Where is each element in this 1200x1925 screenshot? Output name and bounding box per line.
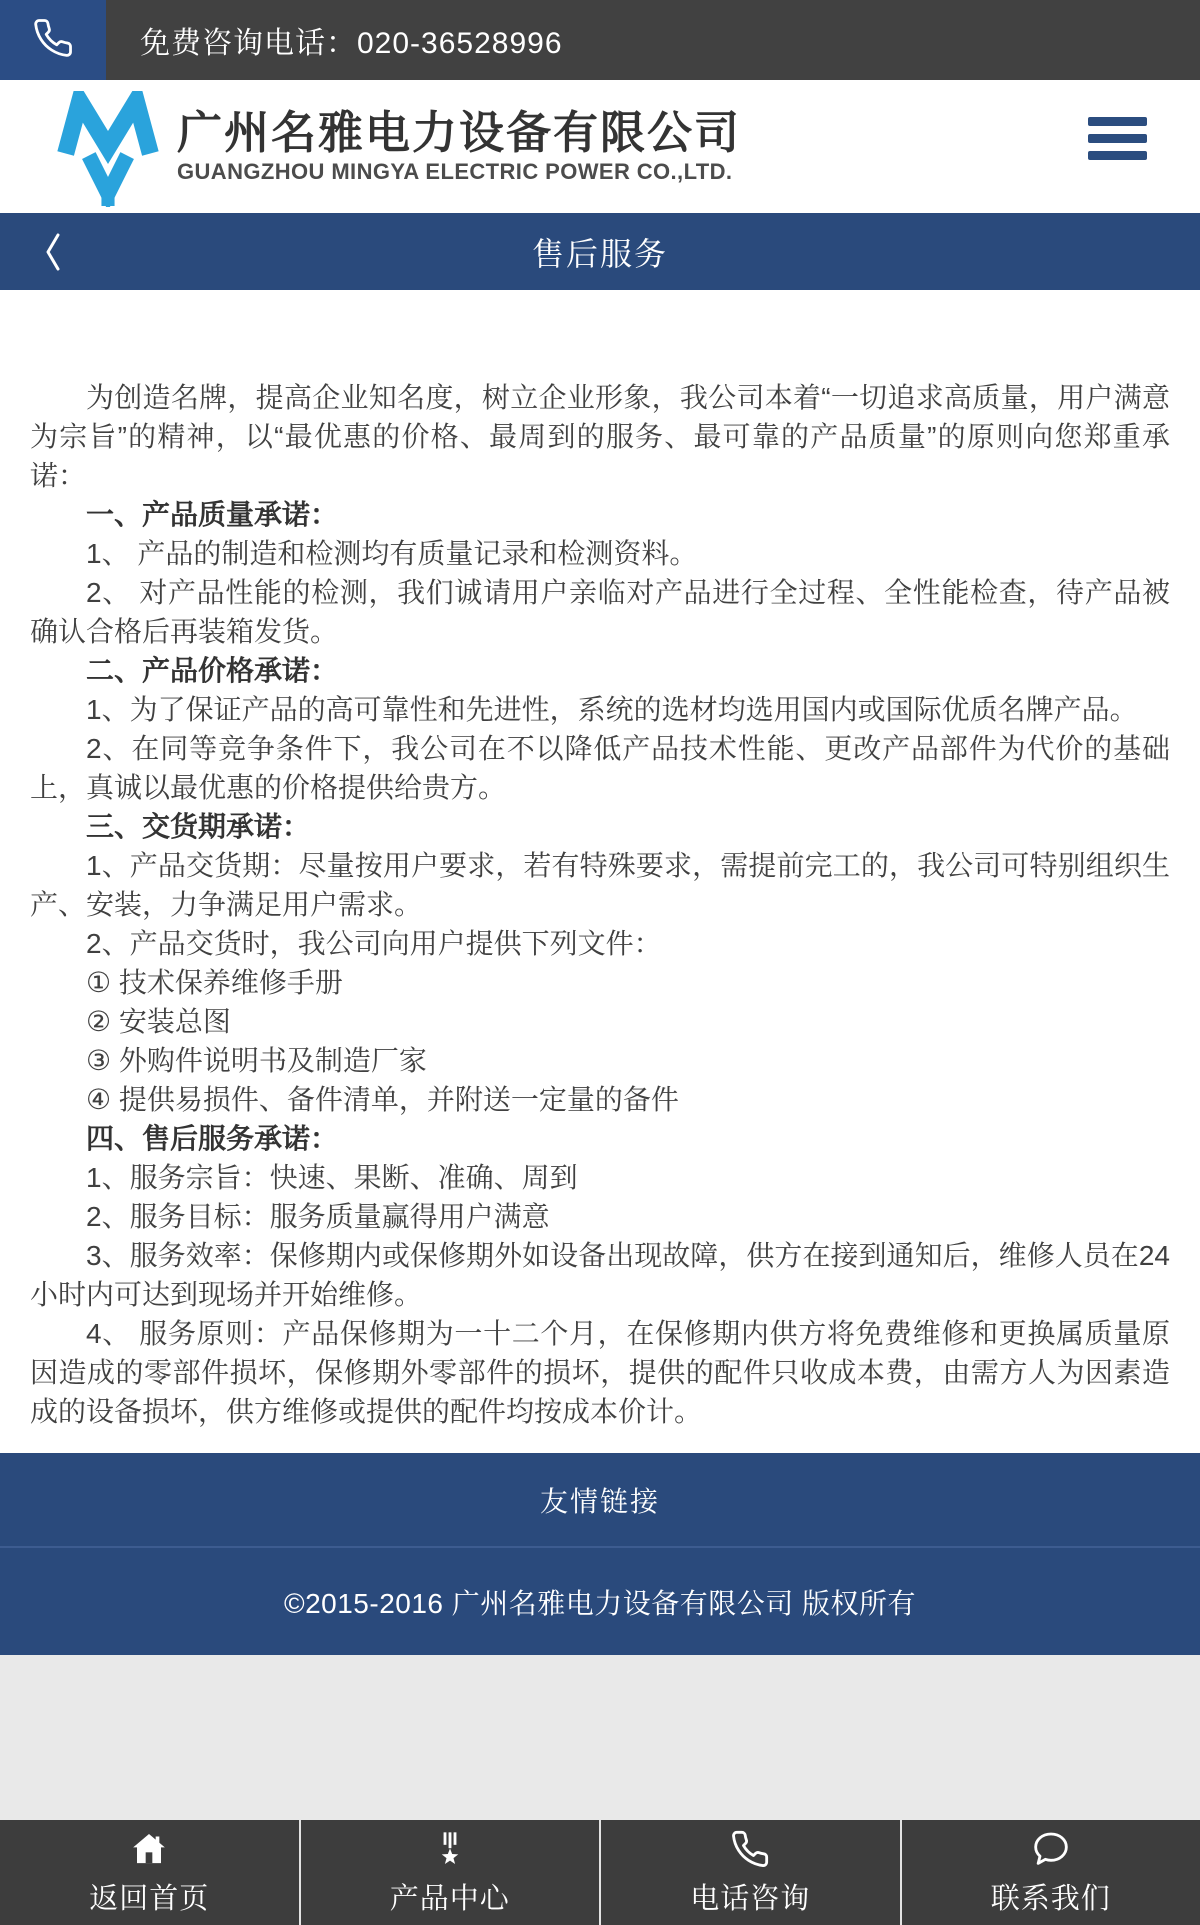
- content-paragraph: 3、服务效率：保修期内或保修期外如设备出现故障，供方在接到通知后，维修人员在24小时内可达到现场并开始维修。: [30, 1240, 1170, 1310]
- article-content: [0, 290, 1200, 1453]
- friendly-links-bar: [0, 1453, 1200, 1548]
- content-paragraph: ④ 提供易损件、备件清单，并附送一定量的备件: [86, 1084, 679, 1115]
- products-icon: [430, 1829, 470, 1869]
- footer-spacer: [0, 1655, 1200, 1820]
- nav-item-home[interactable]: [0, 1820, 299, 1925]
- phone-icon: [32, 17, 74, 64]
- content-paragraph: 二、产品价格承诺：: [86, 655, 339, 686]
- back-button[interactable]: [42, 231, 64, 273]
- content-paragraph: 2、产品交货时，我公司向用户提供下列文件：: [86, 928, 662, 959]
- friendly-links-title: 友情链接: [539, 1485, 660, 1517]
- phone-call-button[interactable]: [0, 0, 106, 80]
- content-paragraph: 四、售后服务承诺：: [86, 1123, 339, 1154]
- company-name-cn: 广州名雅电力设备有限公司: [177, 107, 742, 158]
- content-paragraph: 为创造名牌，提高企业知名度，树立企业形象，我公司本着“一切追求高质量，用户满意为宗旨”的精神，以“最优惠的价格、最周到的服务、最可靠的产品质量”的原则向您郑重承诺：: [30, 382, 1170, 491]
- content-paragraph: 1、为了保证产品的高可靠性和先进性，系统的选材均选用国内或国际优质名牌产品。: [86, 694, 1138, 725]
- nav-label-products: 产品中心: [389, 1882, 510, 1915]
- content-paragraph: 1、服务宗旨：快速、果断、准确、周到: [86, 1162, 578, 1193]
- content-paragraph: 1、产品交货期：尽量按用户要求，若有特殊要求，需提前完工的，我公司可特别组织生产、安装，力争满足用户需求。: [30, 850, 1170, 920]
- free-consult-phone-text[interactable]: 免费咨询电话：020-36528996: [140, 27, 563, 60]
- hamburger-bar: [1088, 117, 1147, 126]
- bottom-nav: [0, 1820, 1200, 1925]
- nav-label-contact: 联系我们: [990, 1882, 1111, 1915]
- content-paragraph: 2、在同等竞争条件下，我公司在不以降低产品技术性能、更改产品部件为代价的基础上，真诚以最优惠的价格提供给贵方。: [30, 733, 1170, 803]
- company-logo-icon: [55, 91, 161, 207]
- nav-item-contact[interactable]: [900, 1820, 1200, 1925]
- hamburger-bar: [1088, 151, 1147, 160]
- content-paragraph: ③ 外购件说明书及制造厂家: [86, 1045, 427, 1076]
- company-name-en: GUANGZHOU MINGYA ELECTRIC POWER CO.,LTD.: [177, 159, 733, 184]
- content-paragraph: 一、产品质量承诺：: [86, 499, 339, 530]
- nav-item-products[interactable]: [299, 1820, 600, 1925]
- content-paragraph: 1、 产品的制造和检测均有质量记录和检测资料。: [86, 538, 698, 569]
- contact-icon: [1031, 1829, 1071, 1869]
- hamburger-bar: [1088, 134, 1147, 143]
- top-phone-bar: [0, 0, 1200, 80]
- page-title-bar: [0, 213, 1200, 290]
- content-paragraph: 三、交货期承诺：: [86, 811, 311, 842]
- phone-icon: [730, 1829, 770, 1869]
- content-paragraph: ② 安装总图: [86, 1006, 231, 1037]
- copyright-bar: [0, 1548, 1200, 1655]
- content-paragraph: ① 技术保养维修手册: [86, 967, 343, 998]
- menu-hamburger-icon[interactable]: [1088, 117, 1147, 160]
- brand-block: [177, 107, 742, 184]
- content-paragraph: 2、服务目标：服务质量赢得用户满意: [86, 1201, 550, 1232]
- page-title: 售后服务: [531, 235, 668, 272]
- nav-label-phone: 电话咨询: [690, 1882, 811, 1915]
- home-icon: [129, 1829, 169, 1869]
- copyright-text: ©2015-2016 广州名雅电力设备有限公司 版权所有: [283, 1587, 917, 1619]
- site-header: [0, 80, 1200, 213]
- content-paragraph: 2、 对产品性能的检测，我们诚请用户亲临对产品进行全过程、全性能检查，待产品被确认合格后再装箱发货。: [30, 577, 1170, 647]
- nav-label-home: 返回首页: [89, 1882, 210, 1915]
- nav-item-phone[interactable]: [599, 1820, 900, 1925]
- content-paragraph: 4、 服务原则：产品保修期为一十二个月，在保修期内供方将免费维修和更换属质量原因造成的零部件损坏，保修期外零部件的损坏，提供的配件只收成本费，由需方人为因素造成的设备损坏，供方维修或提供的配件均按成本价计。: [30, 1318, 1170, 1427]
